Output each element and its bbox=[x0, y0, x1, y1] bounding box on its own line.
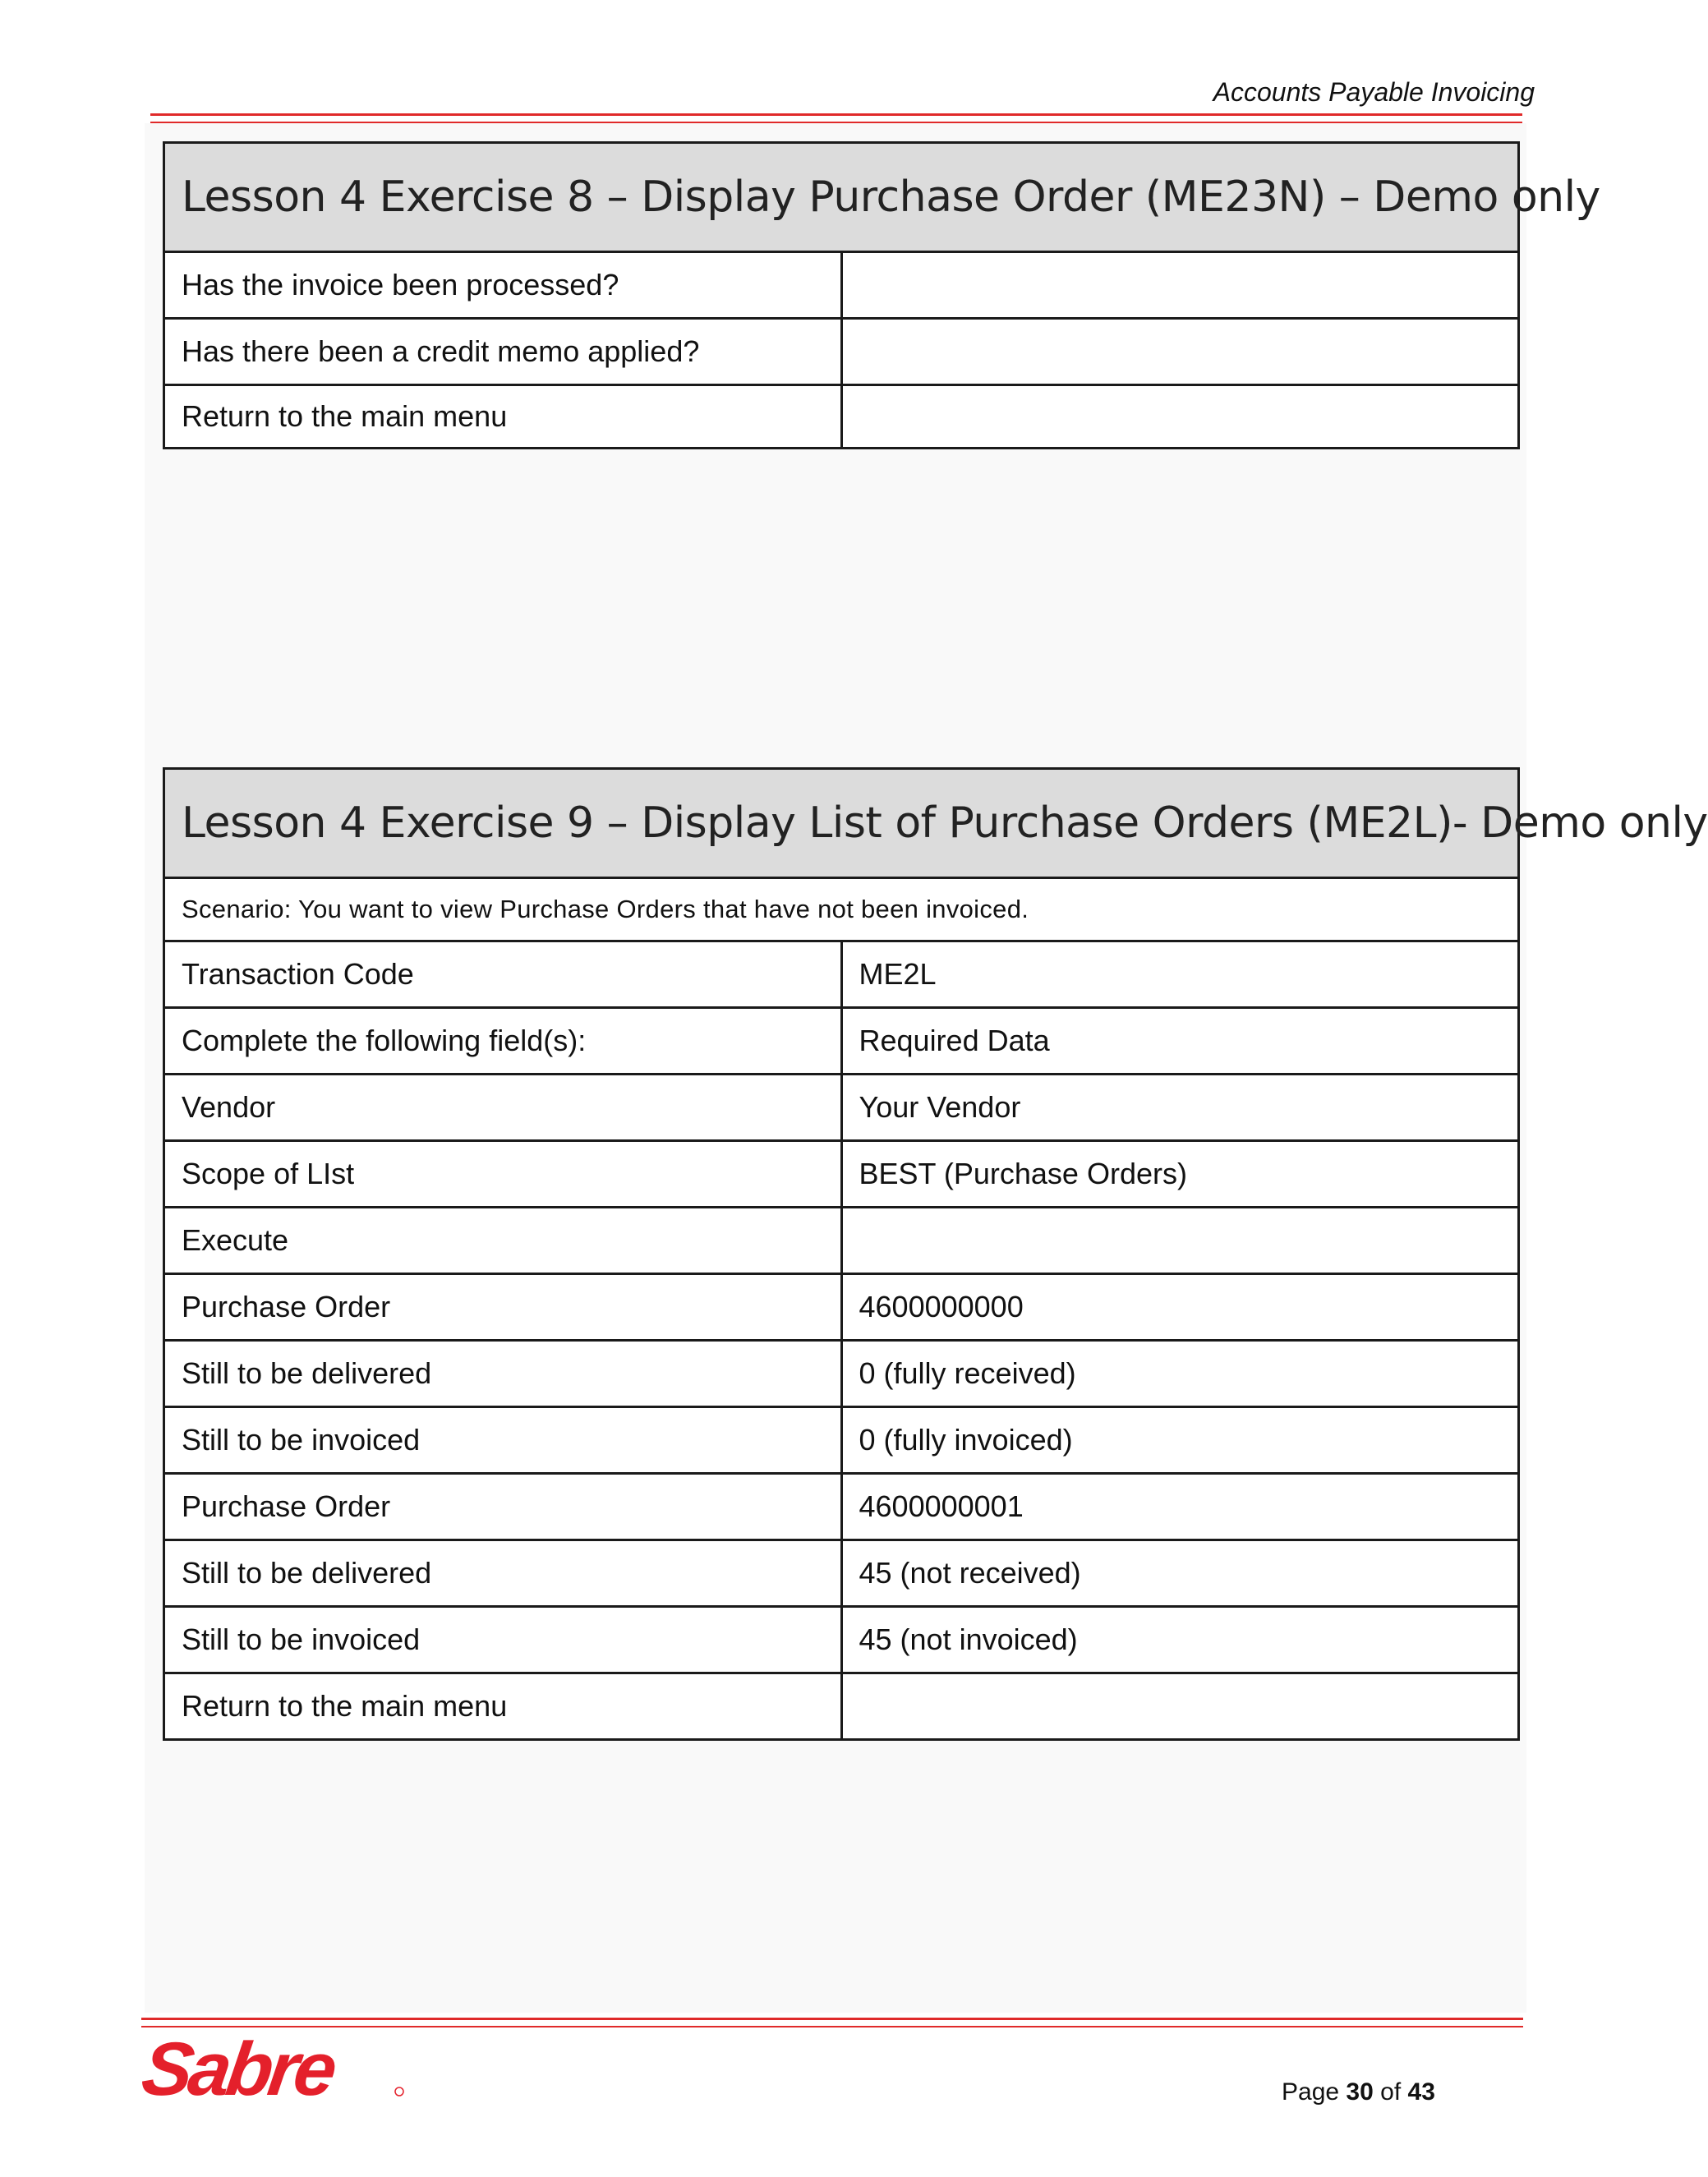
page-total: 43 bbox=[1407, 2078, 1435, 2106]
row-label: Has the invoice been processed? bbox=[164, 252, 842, 319]
header-rule-top bbox=[150, 113, 1522, 116]
table-row bbox=[164, 1540, 1519, 1607]
page-of: of bbox=[1380, 2078, 1402, 2106]
table-row bbox=[164, 1141, 1519, 1208]
page-current: 30 bbox=[1346, 2078, 1374, 2106]
row-value: Required Data bbox=[841, 1008, 1519, 1075]
row-value: BEST (Purchase Orders) bbox=[841, 1141, 1519, 1208]
document-header-title: Accounts Payable Invoicing bbox=[1213, 77, 1535, 107]
row-value: 45 (not invoiced) bbox=[841, 1607, 1519, 1673]
sabre-logo bbox=[136, 2026, 411, 2111]
row-label: Vendor bbox=[164, 1075, 842, 1141]
header-rule-bottom bbox=[150, 122, 1522, 123]
table-row bbox=[164, 252, 1519, 319]
footer-rule-top bbox=[141, 2018, 1523, 2020]
table-row bbox=[164, 1008, 1519, 1075]
row-value bbox=[841, 385, 1519, 449]
row-label: Still to be invoiced bbox=[164, 1607, 842, 1673]
row-label: Purchase Order bbox=[164, 1274, 842, 1341]
table-row bbox=[164, 1407, 1519, 1474]
table-row bbox=[164, 319, 1519, 385]
exercise-9-title: Lesson 4 Exercise 9 – Display List of Purchase Orders (ME2L)- Demo only bbox=[164, 769, 1519, 878]
row-value bbox=[841, 1208, 1519, 1274]
table-row bbox=[164, 1274, 1519, 1341]
row-label: Still to be invoiced bbox=[164, 1407, 842, 1474]
row-value: 45 (not received) bbox=[841, 1540, 1519, 1607]
table-row bbox=[164, 941, 1519, 1008]
row-label: Still to be delivered bbox=[164, 1341, 842, 1407]
row-value bbox=[841, 252, 1519, 319]
row-label: Return to the main menu bbox=[164, 1673, 842, 1740]
page-prefix: Page bbox=[1282, 2078, 1340, 2106]
table-row bbox=[164, 1673, 1519, 1740]
exercise-9-table bbox=[163, 767, 1708, 1741]
row-label: Purchase Order bbox=[164, 1474, 842, 1540]
table-row bbox=[164, 1341, 1519, 1407]
row-label: Transaction Code bbox=[164, 941, 842, 1008]
row-label: Complete the following field(s): bbox=[164, 1008, 842, 1075]
sabre-logo-wordmark: Sabre bbox=[136, 2026, 339, 2111]
row-value: 0 (fully invoiced) bbox=[841, 1407, 1519, 1474]
row-value: Your Vendor bbox=[841, 1075, 1519, 1141]
table-row bbox=[164, 1607, 1519, 1673]
registered-mark bbox=[395, 2087, 403, 2096]
row-value: 0 (fully received) bbox=[841, 1341, 1519, 1407]
page-number bbox=[1282, 2076, 1435, 2109]
row-value: 4600000000 bbox=[841, 1274, 1519, 1341]
exercise-8-table bbox=[163, 141, 1600, 449]
row-label: Return to the main menu bbox=[164, 385, 842, 449]
row-value bbox=[841, 319, 1519, 385]
scenario-row bbox=[164, 878, 1519, 941]
row-label: Still to be delivered bbox=[164, 1540, 842, 1607]
exercise-8-title: Lesson 4 Exercise 8 – Display Purchase Order (ME23N) – Demo only bbox=[164, 143, 1519, 252]
table-row bbox=[164, 1208, 1519, 1274]
row-label: Has there been a credit memo applied? bbox=[164, 319, 842, 385]
row-value: ME2L bbox=[841, 941, 1519, 1008]
table-row bbox=[164, 1474, 1519, 1540]
row-value: 4600000001 bbox=[841, 1474, 1519, 1540]
table-row bbox=[164, 1075, 1519, 1141]
row-label: Scope of LIst bbox=[164, 1141, 842, 1208]
scenario-text: Scenario: You want to view Purchase Orders that have not been invoiced. bbox=[164, 878, 1519, 941]
footer-rule-bottom bbox=[141, 2026, 1523, 2027]
row-label: Execute bbox=[164, 1208, 842, 1274]
row-value bbox=[841, 1673, 1519, 1740]
table-row bbox=[164, 385, 1519, 449]
